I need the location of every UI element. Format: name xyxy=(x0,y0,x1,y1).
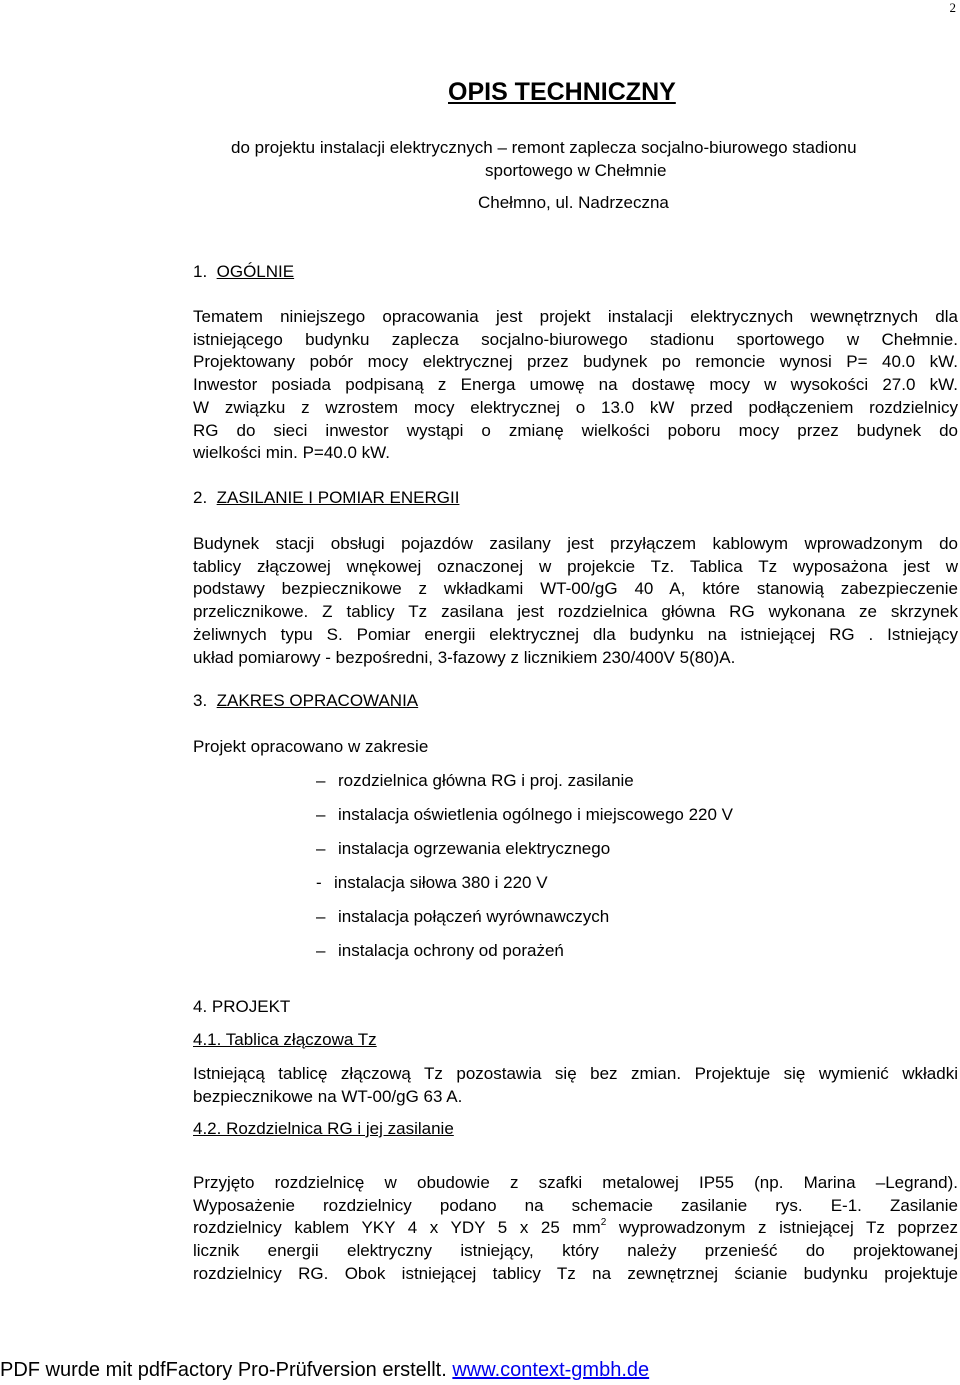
paragraph-line: tablicy złączowej wnękowej oznaczonej w projekcie Tz. Tablica Tz wyposażona jest w xyxy=(193,556,958,576)
list-item xyxy=(316,805,733,825)
dash-bullet: – xyxy=(316,907,326,926)
paragraph-line: bezpiecznikowe na WT-00/gG 63 A. xyxy=(193,1086,463,1106)
dash-bullet: – xyxy=(316,941,326,960)
page-number: 2 xyxy=(949,0,956,15)
paragraph-line: Projektowany pobór mocy elektrycznej przez budynek po remoncie wynosi P= 40.0 kW. xyxy=(193,352,958,372)
list-item-text: instalacja siłowa 380 i 220 V xyxy=(334,873,548,892)
section-2-paragraph xyxy=(193,533,958,669)
line-text: wyprowadzonym z istniejącej Tz poprzez xyxy=(606,1218,958,1238)
section-4-2-heading: 4.2. Rozdzielnica RG i jej zasilanie xyxy=(193,1119,454,1138)
list-item xyxy=(316,907,609,927)
list-item xyxy=(316,873,548,893)
paragraph-line xyxy=(193,1217,958,1240)
list-item-text: instalacja połączeń wyrównawczych xyxy=(338,907,610,926)
subtitle-line-3: Chełmno, ul. Nadrzeczna xyxy=(478,193,669,212)
paragraph-line: układ pomiarowy - bezpośredni, 3-fazowy z licznikiem 230/400V 5(80)A. xyxy=(193,647,736,667)
paragraph-line: istniejącego budynku zaplecza socjalno-biurowego stadionu sportowego w Chełmnie. xyxy=(193,329,958,349)
dash-bullet: – xyxy=(316,839,326,858)
list-item xyxy=(316,941,564,961)
section-3-title: ZAKRES OPRACOWANIA xyxy=(216,691,419,710)
paragraph-line: Inwestor posiada podpisaną z Energa umowę na dostawę mocy w wysokości 27.0 kW. xyxy=(193,375,958,395)
paragraph-line: żeliwnych typu S. Pomiar energii elektrycznej dla budynku na istniejącej RG . Istniejący xyxy=(193,624,958,644)
paragraph-line: RG do sieci inwestor wystąpi o zmianę wielkości poboru mocy przez budynek do xyxy=(193,420,958,440)
footer-watermark xyxy=(0,1359,649,1382)
page-title: OPIS TECHNICZNY xyxy=(448,78,676,106)
paragraph-line: podstawy bezpiecznikowe z wkładkami WT-00/gG 40 A, które stanowią zabezpieczenie xyxy=(193,579,958,599)
paragraph-line: licznik energii elektryczny istniejący, który należy przenieść do projektowanej xyxy=(193,1241,958,1261)
list-item-text: rozdzielnica główna RG i proj. zasilanie xyxy=(338,771,634,790)
section-2-number: 2. xyxy=(193,488,208,507)
dash-bullet: – xyxy=(316,771,326,790)
section-4-heading: 4. PROJEKT xyxy=(193,997,291,1016)
section-1-paragraph xyxy=(193,306,958,465)
subtitle-line-1: do projektu instalacji elektrycznych – remont zaplecza socjalno-biurowego stadionu xyxy=(231,138,857,157)
dash-bullet: – xyxy=(316,805,326,824)
list-item-text: instalacja oświetlenia ogólnego i miejscowego 220 V xyxy=(338,805,734,824)
paragraph-line: W związku z wzrostem mocy elektrycznej o 13.0 kW przed podłączeniem rozdzielnicy xyxy=(193,397,958,417)
list-item-text: instalacja ogrzewania elektrycznego xyxy=(338,839,611,858)
paragraph-line: Tematem niniejszego opracowania jest projekt instalacji elektrycznych wewnętrznych dla xyxy=(193,307,958,326)
section-1-number: 1. xyxy=(193,262,208,281)
dash-bullet: - xyxy=(316,873,322,892)
subtitle-line-2: sportowego w Chełmnie xyxy=(485,161,667,180)
section-1-heading xyxy=(193,262,294,282)
section-3-heading xyxy=(193,691,418,711)
section-2-heading xyxy=(193,488,459,508)
section-4-2-paragraph xyxy=(193,1172,958,1286)
list-item-text: instalacja ochrony od porażeń xyxy=(338,941,564,960)
superscript: 2 xyxy=(600,1216,607,1228)
list-item xyxy=(316,771,634,791)
section-1-title: OGÓLNIE xyxy=(216,262,295,281)
paragraph-line: Przyjęto rozdzielnicę w obudowie z szafki metalowej IP55 (np. Marina –Legrand). xyxy=(193,1173,958,1192)
paragraph-line: Budynek stacji obsługi pojazdów zasilany jest przyłączem kablowym wprowadzonym do xyxy=(193,534,958,553)
paragraph-line: wielkości min. P=40.0 kW. xyxy=(193,443,390,463)
line-text: rozdzielnicy kablem YKY 4 x YDY 5 x 25 mm xyxy=(193,1218,601,1238)
paragraph-line: rozdzielnicy RG. Obok istniejącej tablicy Tz na zewnętrznej ścianie budynku projektuje xyxy=(193,1263,958,1283)
section-4-1-paragraph xyxy=(193,1063,958,1108)
list-item xyxy=(316,839,610,859)
footer-link[interactable]: www.context-gmbh.de xyxy=(452,1359,650,1381)
paragraph-line: przelicznikowe. Z tablicy Tz zasilana jest rozdzielnica główna RG wykonana ze skrzynek xyxy=(193,602,958,622)
section-2-title: ZASILANIE I POMIAR ENERGII xyxy=(216,488,460,507)
paragraph-line: Istniejącą tablicę złączową Tz pozostawia się bez zmian. Projektuje się wymienić wkładki xyxy=(193,1064,958,1083)
section-3-intro: Projekt opracowano w zakresie xyxy=(193,737,429,756)
section-3-number: 3. xyxy=(193,691,208,710)
footer-text: PDF wurde mit pdfFactory Pro-Prüfversion erstellt. xyxy=(0,1359,453,1381)
paragraph-line: Wyposażenie rozdzielnicy podano na schemacie zasilanie rys. E-1. Zasilanie xyxy=(193,1195,958,1215)
section-4-1-heading: 4.1. Tablica złączowa Tz xyxy=(193,1030,377,1049)
